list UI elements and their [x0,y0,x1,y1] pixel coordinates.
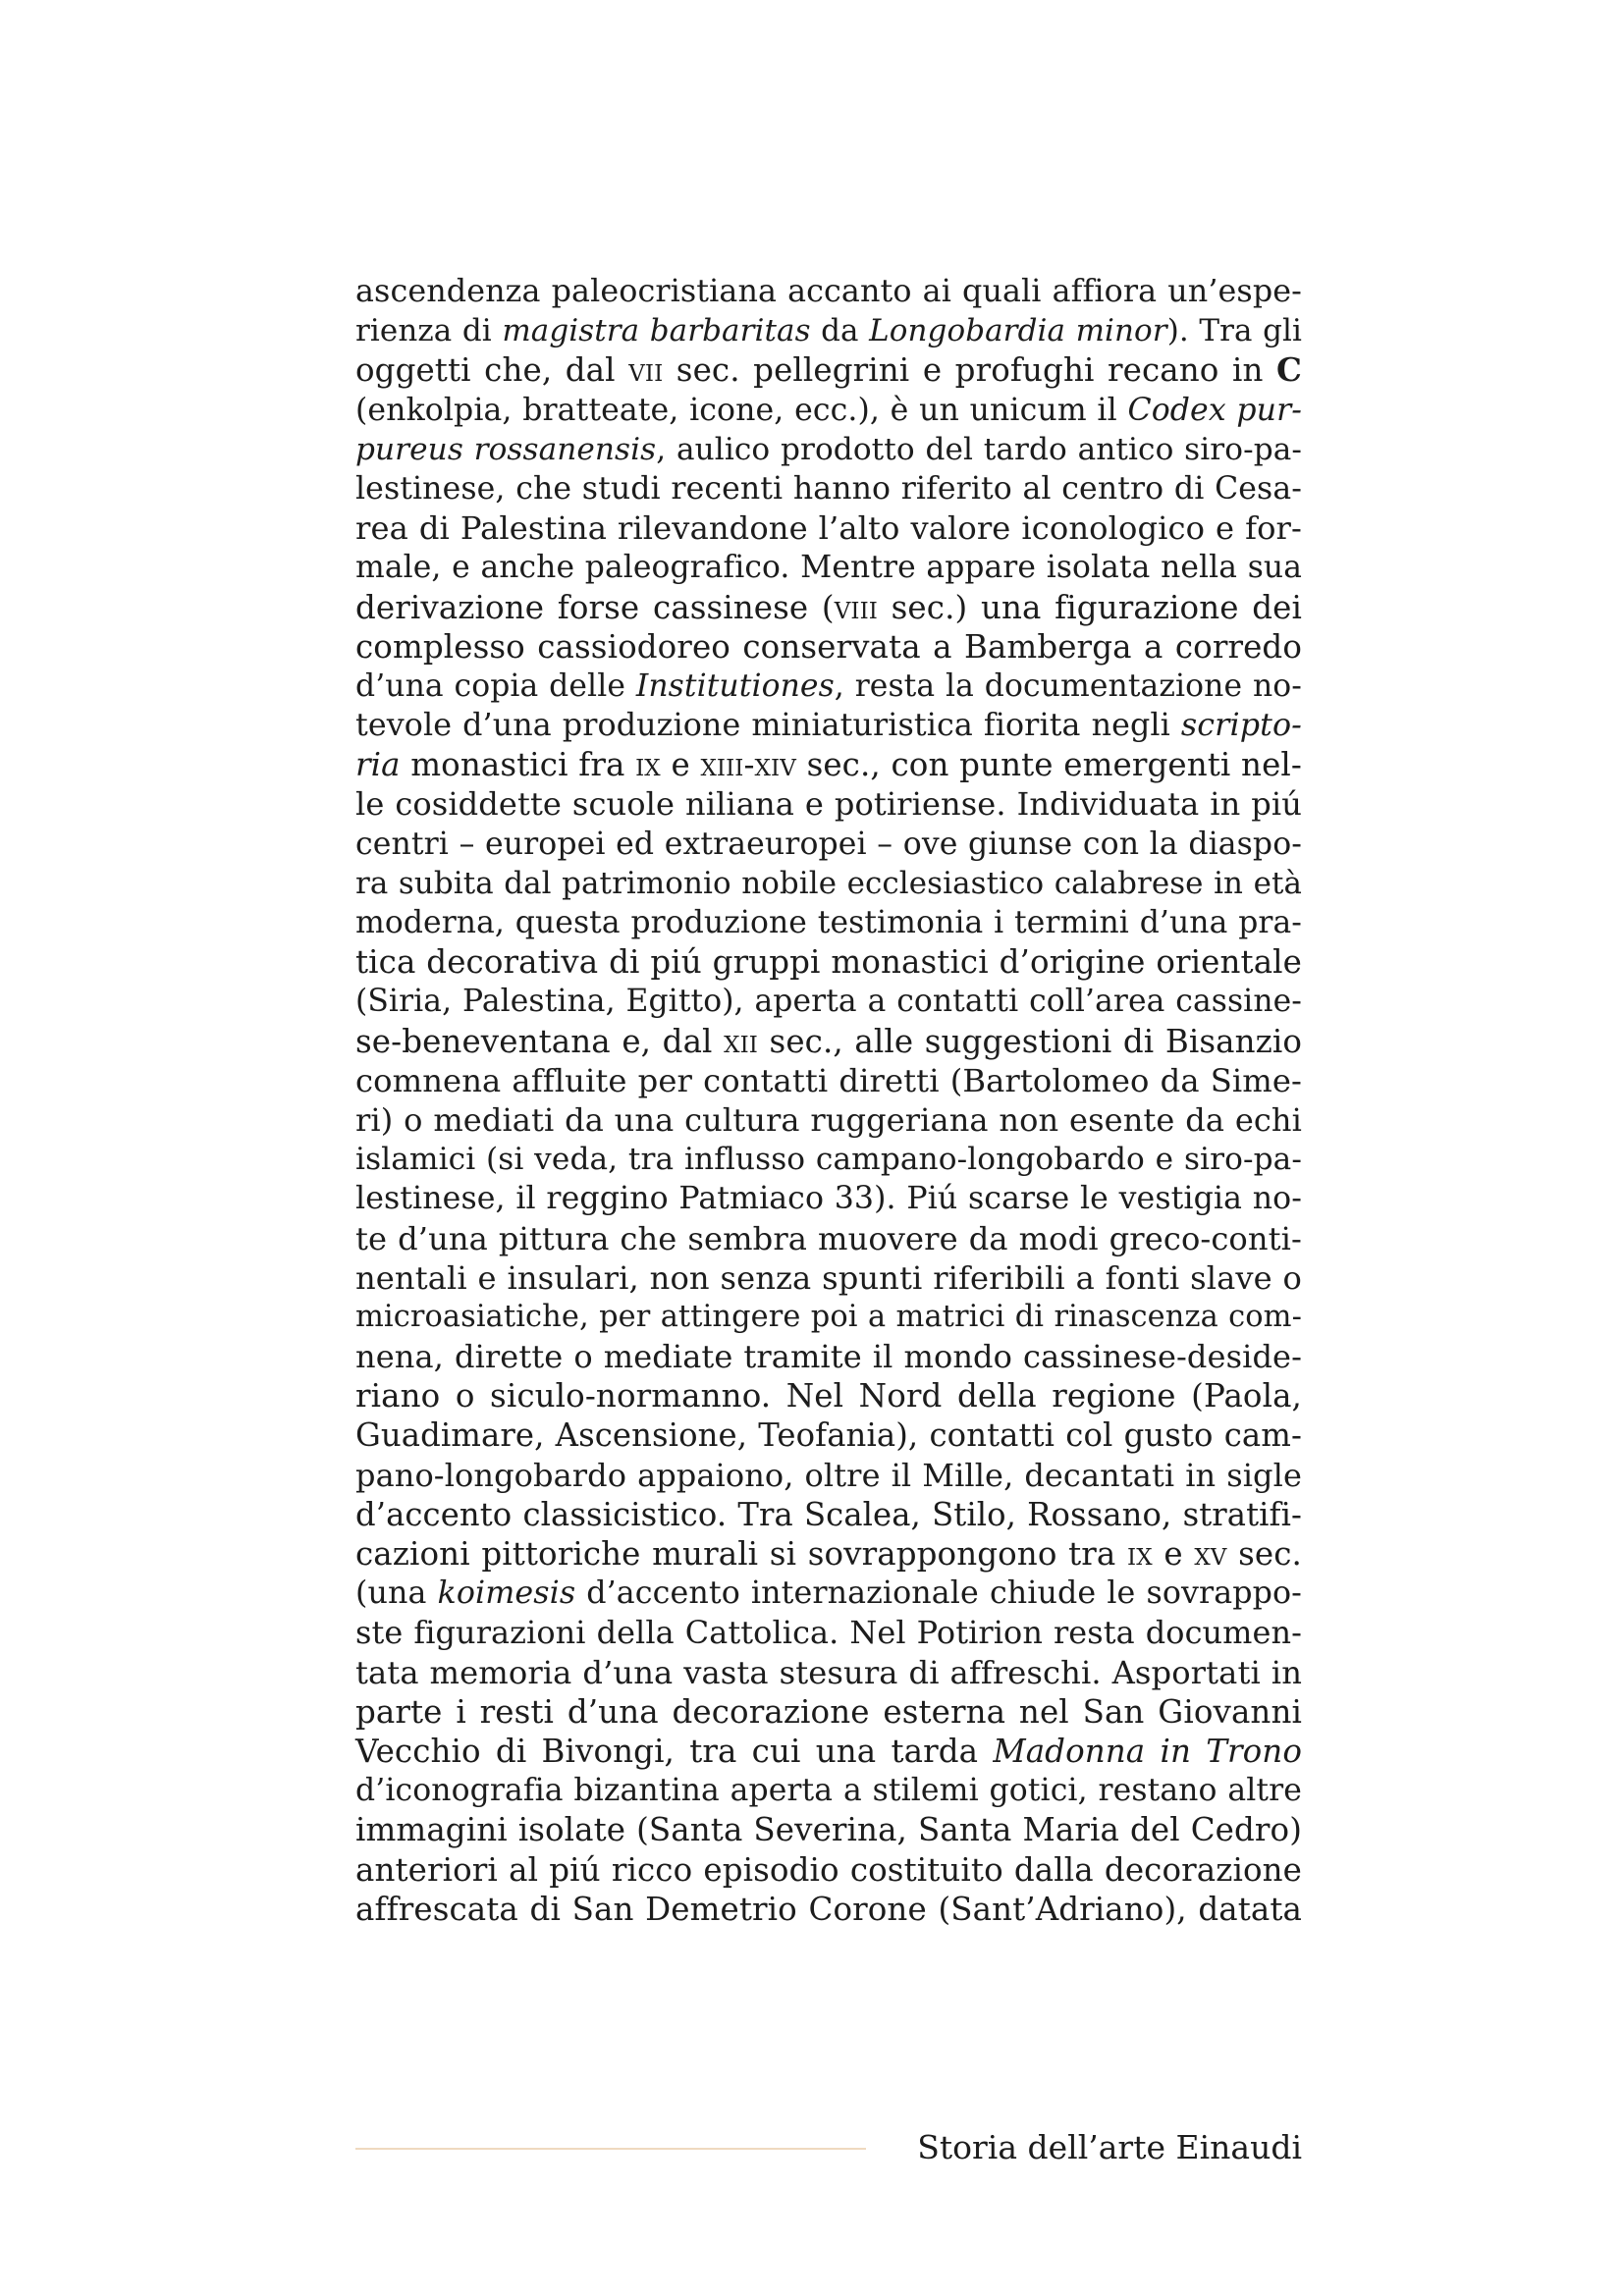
text-line [355,1653,1302,1692]
italic-text: ria [355,746,401,784]
roman-numeral: xv [1194,1535,1227,1573]
footer-rule [355,2148,866,2150]
text-segment: riano o siculo-normanno. Nel Nord della regione (Paola, [355,1377,1302,1415]
text-line [355,1771,1302,1810]
text-segment: moderna, questa produzione testimonia i termini d’una pra- [355,905,1302,940]
text-line [355,548,1302,587]
text-line [355,1613,1302,1652]
text-segment: ra subita dal patrimonio nobile ecclesiastico calabrese in età [355,865,1302,901]
text-segment: oggetti che, dal [355,351,629,390]
text-line [355,1061,1302,1100]
text-segment: affrescata di San Demetrio Corone (Sant’Adriano), datata [355,1890,1302,1928]
text-segment: complesso cassiodoreo conservata a Bamberga a corredo [355,627,1302,666]
text-line [355,1022,1302,1061]
text-segment: sec., con punte emergenti nel- [795,746,1302,784]
text-line [355,864,1302,903]
text-line [355,508,1302,548]
text-segment: , resta la documentazione no- [834,667,1302,704]
text-segment: (Siria, Palestina, Egitto), aperta a contatti coll’area cassine- [355,984,1302,1020]
text-segment: immagini isolate (Santa Severina, Santa Maria del Cedro) [355,1811,1302,1849]
text-line [355,469,1302,508]
text-segment: ). Tra gli [1166,313,1303,349]
text-segment: , aulico prodotto del tardo antico siro-pa- [656,431,1302,467]
text-segment: cazioni pittoriche murali si sovrappongono tra [355,1535,1128,1573]
text-segment: d’accento classicistico. Tra Scalea, Stilo, Rossano, stratifi- [355,1495,1302,1533]
italic-text: magistra barbaritas [502,313,811,349]
bold-text: C [1276,350,1302,390]
roman-numeral: xiii-xiv [700,746,796,784]
text-line [355,1732,1302,1771]
text-segment: sec. [1226,1535,1302,1573]
text-segment: ste figurazioni della Cattolica. Nel Potirion resta documen- [355,1614,1302,1652]
text-segment: islamici (si veda, tra influsso campano-longobardo e siro-pa- [355,1142,1302,1178]
text-segment: derivazione forse cassinese ( [355,588,835,626]
text-segment: (una [355,1575,438,1612]
text-line [355,430,1302,469]
text-line [355,942,1302,982]
text-line [355,1495,1302,1534]
text-segment: le cosiddette scuole niliana e potiriense. Individuata in piú [355,785,1302,824]
text-segment: ascendenza paleocristiana accanto ai quali affiora un’espe- [355,274,1302,309]
italic-text: Codex pur- [1127,392,1302,428]
text-segment: d’una copia delle [355,667,636,704]
text-segment: parte i resti d’una decorazione esterna nel San Giovanni [355,1692,1302,1731]
text-segment: d’iconografia bizantina aperta a stilemi gotici, restano altre [355,1773,1302,1809]
text-segment: monastici fra [400,746,636,784]
text-line [355,1219,1302,1258]
text-line [355,1574,1302,1613]
text-segment: lestinese, il reggino Patmiaco 33). Piú scarse le vestigia no- [355,1181,1302,1217]
text-line [355,391,1302,430]
text-segment: nentali e insulari, non senza spunti riferibili a fonti slave o [355,1258,1302,1297]
text-line [355,982,1302,1021]
text-line [355,627,1302,667]
text-segment: sec. pellegrini e profughi recano in [663,351,1277,390]
text-line [355,1376,1302,1415]
text-line [355,311,1302,350]
text-line [355,784,1302,824]
text-segment: nena, dirette o mediate tramite il mondo cassinese-deside- [355,1338,1302,1376]
text-line [355,1100,1302,1140]
text-line [355,350,1302,390]
text-segment: sec., alle suggestioni di Bisanzio [757,1022,1302,1060]
text-line [355,903,1302,942]
text-line [355,1810,1302,1849]
text-segment: Guadimare, Ascensione, Teofania), contatti col gusto cam- [355,1416,1302,1455]
italic-text: Institutiones [635,667,835,704]
roman-numeral: ix [1127,1535,1153,1573]
text-line [355,1179,1302,1218]
text-line [355,1140,1302,1179]
text-line [355,667,1302,706]
text-line [355,1415,1302,1455]
text-line [355,1534,1302,1574]
text-line [355,745,1302,784]
text-segment: rea di Palestina rilevandone l’alto valore iconologico e for- [355,509,1302,548]
roman-numeral: xii [724,1022,758,1060]
text-line [355,272,1302,311]
text-segment: e [1152,1535,1195,1573]
text-segment: (enkolpia, bratteate, icone, ecc.), è un unicum il [355,392,1128,428]
text-segment: male, e anche paleografico. Mentre appare isolata nella sua [355,550,1302,586]
roman-numeral: viii [834,588,878,626]
italic-text: Madonna in Trono [993,1732,1302,1770]
text-line [355,1850,1302,1890]
text-segment: e [660,746,701,784]
italic-text: scripto- [1180,708,1302,744]
text-segment: te d’una pittura che sembra muovere da modi greco-conti- [355,1219,1302,1257]
text-line [355,1258,1302,1298]
italic-text: Longobardia minor [869,313,1167,349]
page-footer [355,2126,1302,2169]
text-segment: da [810,313,870,349]
text-segment: lestinese, che studi recenti hanno riferito al centro di Cesa- [355,470,1302,507]
text-segment: ri) o mediati da una cultura ruggeriana non esente da echi [355,1100,1302,1139]
text-segment: sec.) una figurazione dei [877,588,1302,626]
text-line [355,1298,1302,1337]
text-line [355,588,1302,627]
text-line [355,1890,1302,1929]
italic-text: koimesis [437,1575,576,1612]
italic-text: pureus rossanensis [355,431,657,467]
text-segment: tata memoria d’una vasta stesura di affreschi. Asportati in [355,1653,1302,1691]
roman-numeral: vii [628,351,664,390]
footer-title: Storia dell’arte Einaudi [917,2128,1302,2166]
text-segment: anteriori al piú ricco episodio costituito dalla decorazione [355,1850,1302,1889]
text-segment: d’accento internazionale chiude le sovrappo- [575,1575,1302,1612]
text-line [355,1456,1302,1495]
text-segment: rienza di [355,313,503,349]
text-line [355,825,1302,864]
text-segment: microasiatiche, per attingere poi a matrici di rinascenza com- [355,1299,1302,1334]
text-line [355,1337,1302,1376]
body-text [355,272,1302,1929]
text-segment: comnena affluite per contatti diretti (Bartolomeo da Sime- [355,1061,1302,1099]
text-segment: pano-longobardo appaiono, oltre il Mille, decantati in sigle [355,1456,1302,1494]
text-segment: centri – europei ed extraeuropei – ove giunse con la diaspo- [355,826,1302,862]
text-line [355,706,1302,745]
roman-numeral: ix [635,746,661,784]
text-line [355,1692,1302,1732]
text-segment: tevole d’una produzione miniaturistica fiorita negli [355,708,1181,744]
text-segment: Vecchio di Bivongi, tra cui una tarda [355,1732,994,1770]
text-segment: tica decorativa di piú gruppi monastici d’origine orientale [355,943,1302,982]
text-segment: se-beneventana e, dal [355,1022,725,1060]
